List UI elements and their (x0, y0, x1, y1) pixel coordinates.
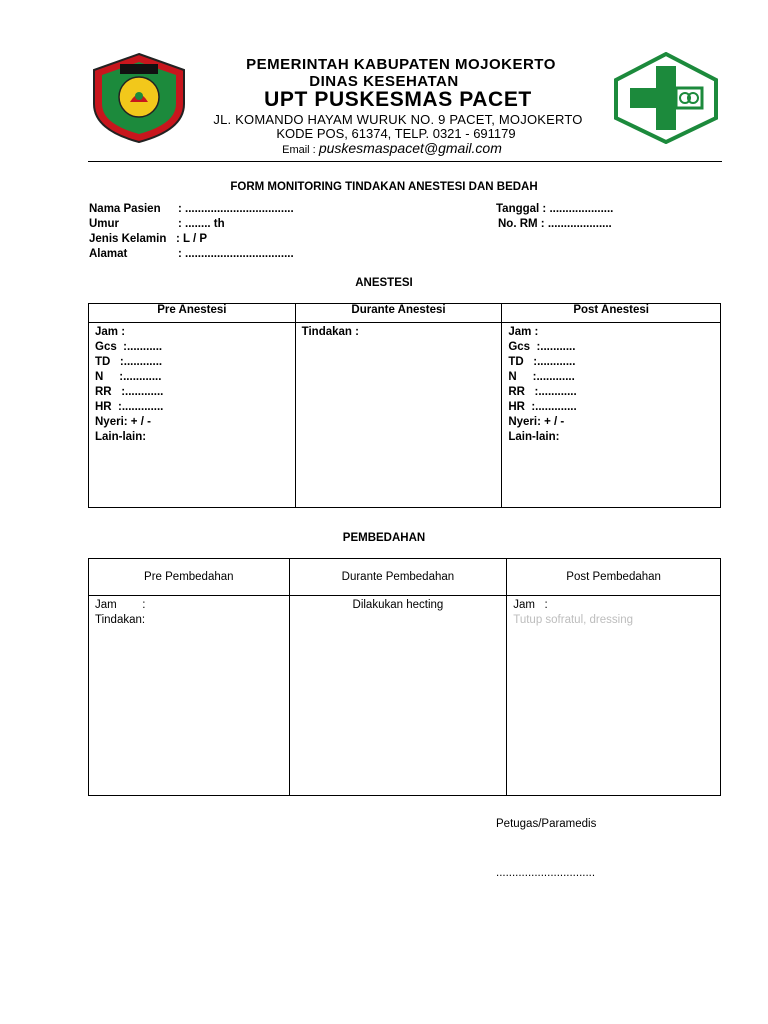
pre-anestesi-lain: Lain-lain: (95, 431, 147, 443)
post-anestesi-cell (502, 323, 721, 508)
pre-anestesi-cell (89, 323, 296, 508)
pre-anestesi-header: Pre Anestesi (89, 304, 296, 323)
alamat-value: : .................................. (178, 248, 294, 260)
umur-value: : ........ th (178, 218, 225, 230)
header-address: JL. KOMANDO HAYAM WURUK NO. 9 PACET, MOJOKERTO (213, 112, 583, 127)
header-email (8, 140, 768, 156)
durante-anestesi-header: Durante Anestesi (295, 304, 502, 323)
post-anestesi-n: N :............ (508, 371, 575, 383)
pre-pembedahan-jam: Jam : (95, 599, 146, 611)
anestesi-body-row (89, 323, 721, 508)
signature-label: Petugas/Paramedis (496, 818, 597, 830)
pre-anestesi-rr: RR :............ (95, 386, 164, 398)
email-label: Email : (282, 144, 319, 156)
pre-anestesi-n: N :............ (95, 371, 162, 383)
post-pembedahan-note: Tutup sofratul, dressing (513, 614, 633, 626)
post-pembedahan-cell (507, 596, 721, 796)
alamat-label: Alamat (89, 248, 128, 260)
umur-label: Umur (89, 218, 120, 230)
pre-anestesi-gcs: Gcs :........... (95, 341, 163, 353)
no-rm-field: No. RM : .................... (498, 218, 612, 230)
durante-pembedahan-header: Durante Pembedahan (289, 559, 507, 596)
pre-anestesi-jam: Jam : (95, 326, 126, 338)
signature-line: ............................... (496, 867, 596, 879)
post-anestesi-header: Post Anestesi (502, 304, 721, 323)
header-line-1: PEMERINTAH KABUPATEN MOJOKERTO (246, 56, 556, 73)
post-anestesi-nyeri: Nyeri: + / - (508, 416, 565, 428)
tanggal-field: Tanggal : .................... (496, 203, 614, 215)
durante-anestesi-cell (295, 323, 502, 508)
email-address: puskesmaspacet@gmail.com (318, 140, 502, 156)
form-title: FORM MONITORING TINDAKAN ANESTESI DAN BEDAH (230, 181, 538, 193)
post-anestesi-gcs: Gcs :........... (508, 341, 576, 353)
pembedahan-body-row (89, 596, 721, 796)
post-anestesi-rr: RR :............ (508, 386, 577, 398)
pre-pembedahan-tindakan: Tindakan: (95, 614, 146, 626)
header-line-3: UPT PUSKESMAS PACET (264, 88, 532, 111)
post-pembedahan-header: Post Pembedahan (507, 559, 721, 596)
post-anestesi-hr: HR :............. (508, 401, 577, 413)
nama-pasien-value: : .................................. (178, 203, 294, 215)
pre-anestesi-hr: HR :............. (95, 401, 164, 413)
durante-anestesi-tindakan: Tindakan : (301, 326, 359, 338)
header-line-2: DINAS KESEHATAN (309, 73, 459, 90)
pre-anestesi-td: TD :............ (95, 356, 163, 368)
jenis-kelamin-label: Jenis Kelamin (89, 233, 167, 245)
nama-pasien-label: Nama Pasien (89, 203, 161, 215)
jenis-kelamin-value: : L / P (176, 233, 208, 245)
anestesi-table (88, 303, 721, 508)
post-anestesi-lain: Lain-lain: (508, 431, 560, 443)
pembedahan-section-title: PEMBEDAHAN (342, 532, 426, 544)
anestesi-section-title: ANESTESI (355, 277, 413, 289)
post-pembedahan-jam: Jam : (513, 599, 548, 611)
pembedahan-table (88, 558, 721, 796)
pre-pembedahan-cell (89, 596, 290, 796)
header-divider (88, 161, 722, 162)
pre-anestesi-nyeri: Nyeri: + / - (95, 416, 151, 428)
post-anestesi-td: TD :............ (508, 356, 576, 368)
pre-pembedahan-header: Pre Pembedahan (89, 559, 290, 596)
header-postal-phone: KODE POS, 61374, TELP. 0321 - 691179 (276, 126, 516, 141)
post-anestesi-jam: Jam : (508, 326, 539, 338)
pembedahan-header-row (89, 559, 721, 596)
anestesi-header-row (89, 304, 721, 323)
durante-pembedahan-text: Dilakukan hecting (352, 599, 444, 611)
durante-pembedahan-cell (289, 596, 507, 796)
